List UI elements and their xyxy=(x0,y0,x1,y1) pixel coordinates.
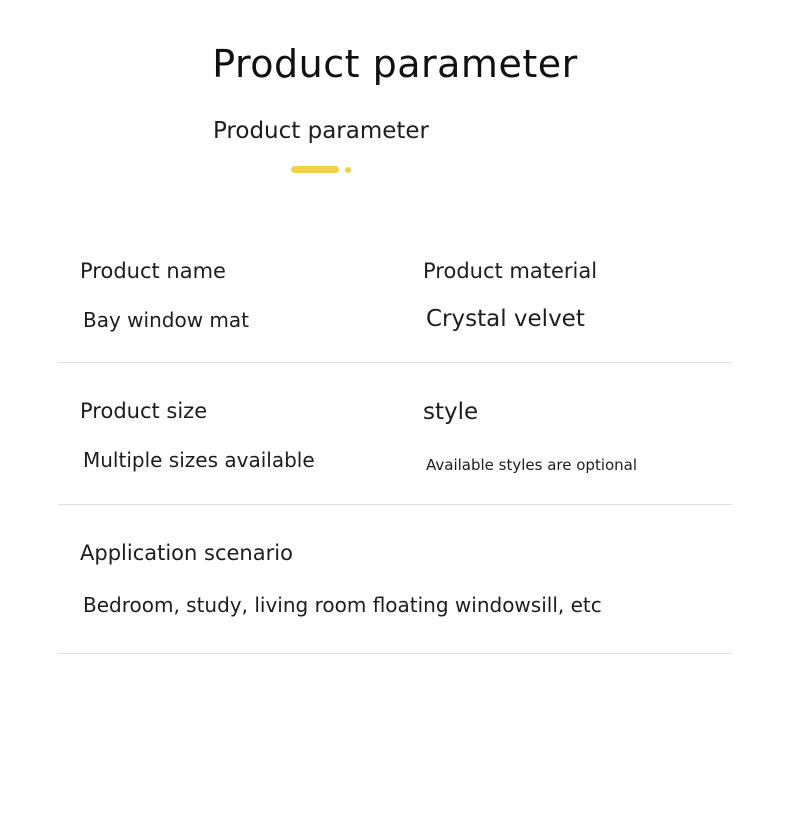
parameter-value: Multiple sizes available xyxy=(83,447,315,472)
parameter-cell-product-material xyxy=(395,259,732,334)
parameter-value: Bedroom, study, living room floating windowsill, etc xyxy=(83,592,602,617)
accent-divider xyxy=(0,166,790,173)
section-subtitle: Product parameter xyxy=(212,118,430,144)
parameter-cell-product-size xyxy=(58,399,395,475)
divider-bar-icon xyxy=(291,166,339,173)
parameter-table xyxy=(58,259,732,654)
parameter-cell-style xyxy=(395,399,732,475)
parameter-label: Product name xyxy=(80,259,226,283)
parameter-value: Crystal velvet xyxy=(426,306,585,333)
section-subtitle-wrap xyxy=(0,118,790,144)
table-row xyxy=(58,505,732,653)
table-row xyxy=(58,259,732,363)
parameter-label: Product material xyxy=(423,259,598,283)
parameter-value: Bay window mat xyxy=(83,308,249,333)
parameter-label: style xyxy=(423,398,479,425)
parameter-cell-application-scenario xyxy=(58,541,732,616)
parameter-cell-product-name xyxy=(58,259,395,334)
page-title: Product parameter xyxy=(212,42,578,86)
parameter-label: Application scenario xyxy=(80,541,293,566)
parameter-label: Product size xyxy=(80,398,208,423)
divider-dot-icon xyxy=(345,167,351,173)
parameter-value: Available styles are optional xyxy=(426,456,638,475)
table-row xyxy=(58,363,732,506)
